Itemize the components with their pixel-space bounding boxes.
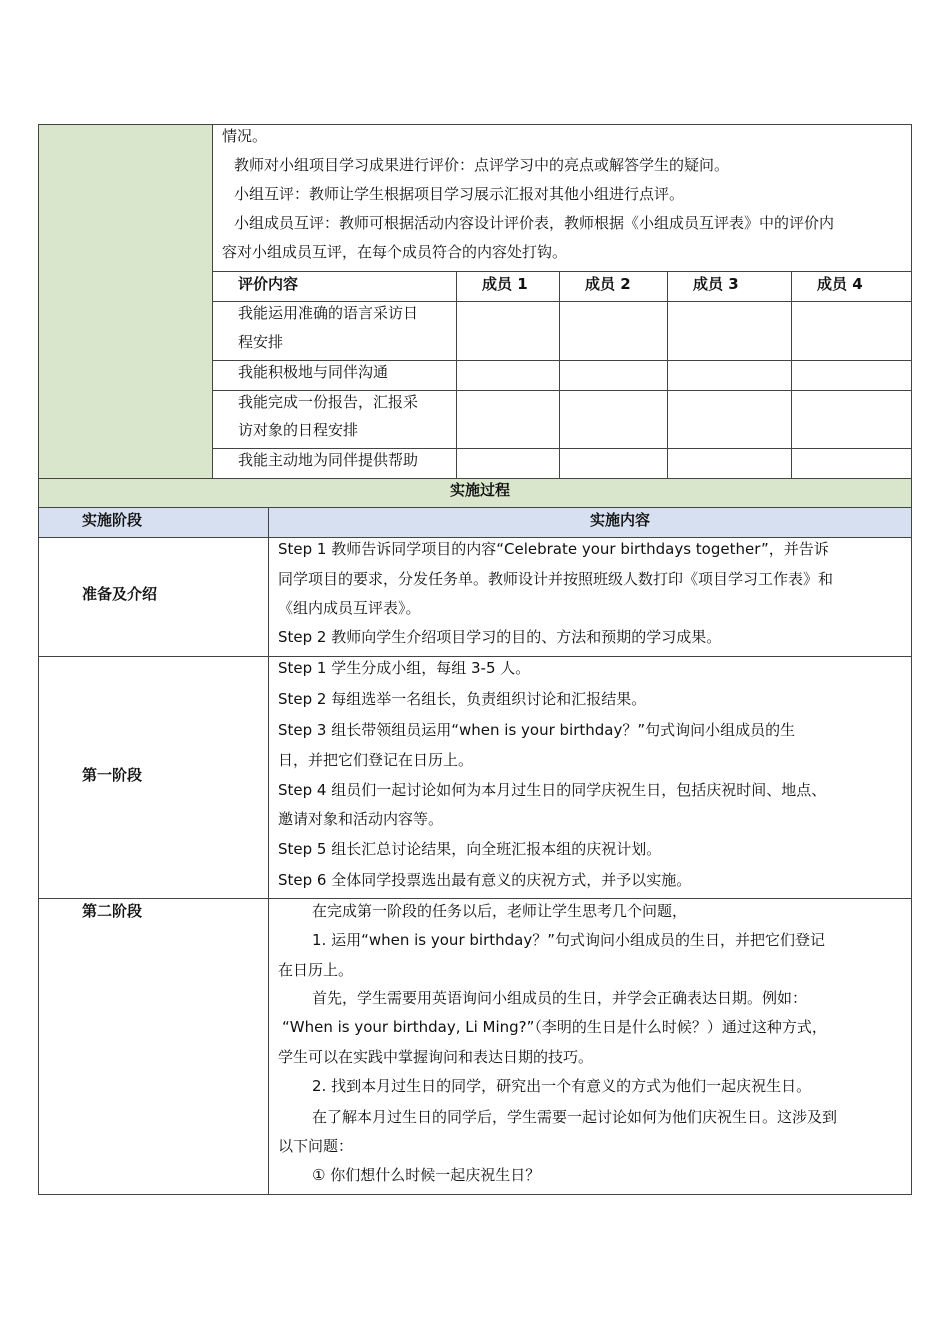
eval-row-label: 我能主动地为同伴提供帮助 xyxy=(238,451,419,469)
stage-column-label: 实施阶段 xyxy=(82,511,143,529)
stage-name: 第二阶段 xyxy=(82,902,143,920)
eval-row-cell xyxy=(559,301,668,361)
eval-row-cell xyxy=(667,360,792,391)
eval-row-cell xyxy=(559,448,668,479)
eval-row-cell xyxy=(791,360,912,391)
eval-row-cell xyxy=(559,390,668,449)
eval-header-label: 成员 4 xyxy=(817,275,863,293)
process-title: 实施过程 xyxy=(450,481,511,499)
eval-row-cell xyxy=(791,390,912,449)
stage-content-line: Step 5 组长汇总讨论结果，向全班汇报本组的庆祝计划。 xyxy=(278,840,662,858)
stage-content-line: 在了解本月过生日的同学后，学生需要一起讨论如何为他们庆祝生日。这涉及到 xyxy=(312,1108,838,1126)
eval-header-label: 成员 3 xyxy=(693,275,739,293)
eval-row-cell xyxy=(456,301,560,361)
stage-content-line: Step 6 全体同学投票选出最有意义的庆祝方式，并予以实施。 xyxy=(278,871,692,889)
stage-content-line: ① 你们想什么时候一起庆祝生日？ xyxy=(312,1166,541,1184)
stage-content-line: Step 1 教师告诉同学项目的内容“Celebrate your birthdays together”，并告诉 xyxy=(278,540,829,558)
stage-name: 准备及介绍 xyxy=(82,585,158,603)
eval-row-cell xyxy=(791,301,912,361)
eval-header-label: 评价内容 xyxy=(238,275,299,293)
stage-content-line: 在完成第一阶段的任务以后，老师让学生思考几个问题， xyxy=(312,902,688,920)
eval-row-label: 我能积极地与同伴沟通 xyxy=(238,363,389,381)
eval-row-cell xyxy=(667,390,792,449)
stage-content-line: Step 1 学生分成小组，每组 3-5 人。 xyxy=(278,659,531,677)
stage-content-line: 同学项目的要求，分发任务单。教师设计并按照班级人数打印《项目学习工作表》和 xyxy=(278,570,834,588)
eval-row-cell xyxy=(456,390,560,449)
eval-header-label: 成员 1 xyxy=(482,275,528,293)
stage-content-line: 以下问题： xyxy=(278,1137,354,1155)
stage-content-line: 《组内成员互评表》。 xyxy=(278,599,421,617)
stage-content-line: “When is your birthday, Li Ming?”（李明的生日是什么时候？）通过这种方式， xyxy=(282,1018,827,1036)
stage-content-line: 日，并把它们登记在日历上。 xyxy=(278,751,474,769)
stage-column-header xyxy=(38,507,269,538)
stage-name-cell xyxy=(38,656,269,899)
stage-content-line: 在日历上。 xyxy=(278,961,354,979)
stage-content-line: 首先，学生需要用英语询问小组成员的生日，并学会正确表达日期。例如： xyxy=(312,989,808,1007)
eval-row-label: 我能运用准确的语言采访日 xyxy=(238,304,419,322)
eval-row-cell xyxy=(667,448,792,479)
eval-row-cell xyxy=(667,301,792,361)
eval-row-cell xyxy=(791,448,912,479)
top-text-line: 容对小组成员互评，在每个成员符合的内容处打钩。 xyxy=(222,243,568,261)
stage-name-cell xyxy=(38,898,269,1195)
stage-content-line: Step 2 教师向学生介绍项目学习的目的、方法和预期的学习成果。 xyxy=(278,628,722,646)
eval-row-cell xyxy=(456,360,560,391)
top-text-line: 小组互评：教师让学生根据项目学习展示汇报对其他小组进行点评。 xyxy=(234,185,685,203)
stage-content-line: Step 4 组员们一起讨论如何为本月过生日的同学庆祝生日，包括庆祝时间、地点、 xyxy=(278,781,827,799)
eval-row-label: 我能完成一份报告，汇报采 xyxy=(238,393,419,411)
top-text-line: 情况。 xyxy=(222,127,268,145)
stage-content-line: 1. 运用“when is your birthday？”句式询问小组成员的生日，并把它们登记 xyxy=(312,931,825,949)
eval-row-cell xyxy=(456,448,560,479)
top-text-line: 小组成员互评：教师可根据活动内容设计评价表，教师根据《小组成员互评表》中的评价内 xyxy=(234,214,835,232)
stage-content-line: Step 3 组长带领组员运用“when is your birthday？”句式询问小组成员的生 xyxy=(278,721,796,739)
top-text-line: 教师对小组项目学习成果进行评价：点评学习中的亮点或解答学生的疑问。 xyxy=(234,156,730,174)
stage-content-line: 学生可以在实践中掌握询问和表达日期的技巧。 xyxy=(278,1048,594,1066)
stage-content-line: Step 2 每组选举一名组长，负责组织讨论和汇报结果。 xyxy=(278,690,647,708)
stage-content-line: 邀请对象和活动内容等。 xyxy=(278,810,444,828)
eval-row-label: 访对象的日程安排 xyxy=(238,421,359,439)
eval-row-cell xyxy=(559,360,668,391)
content-column-label: 实施内容 xyxy=(590,511,651,529)
top-left-green-cell xyxy=(38,124,213,479)
eval-row-label: 程安排 xyxy=(238,333,284,351)
stage-name: 第一阶段 xyxy=(82,766,143,784)
eval-header-label: 成员 2 xyxy=(585,275,631,293)
stage-content-line: 2. 找到本月过生日的同学，研究出一个有意义的方式为他们一起庆祝生日。 xyxy=(312,1077,812,1095)
